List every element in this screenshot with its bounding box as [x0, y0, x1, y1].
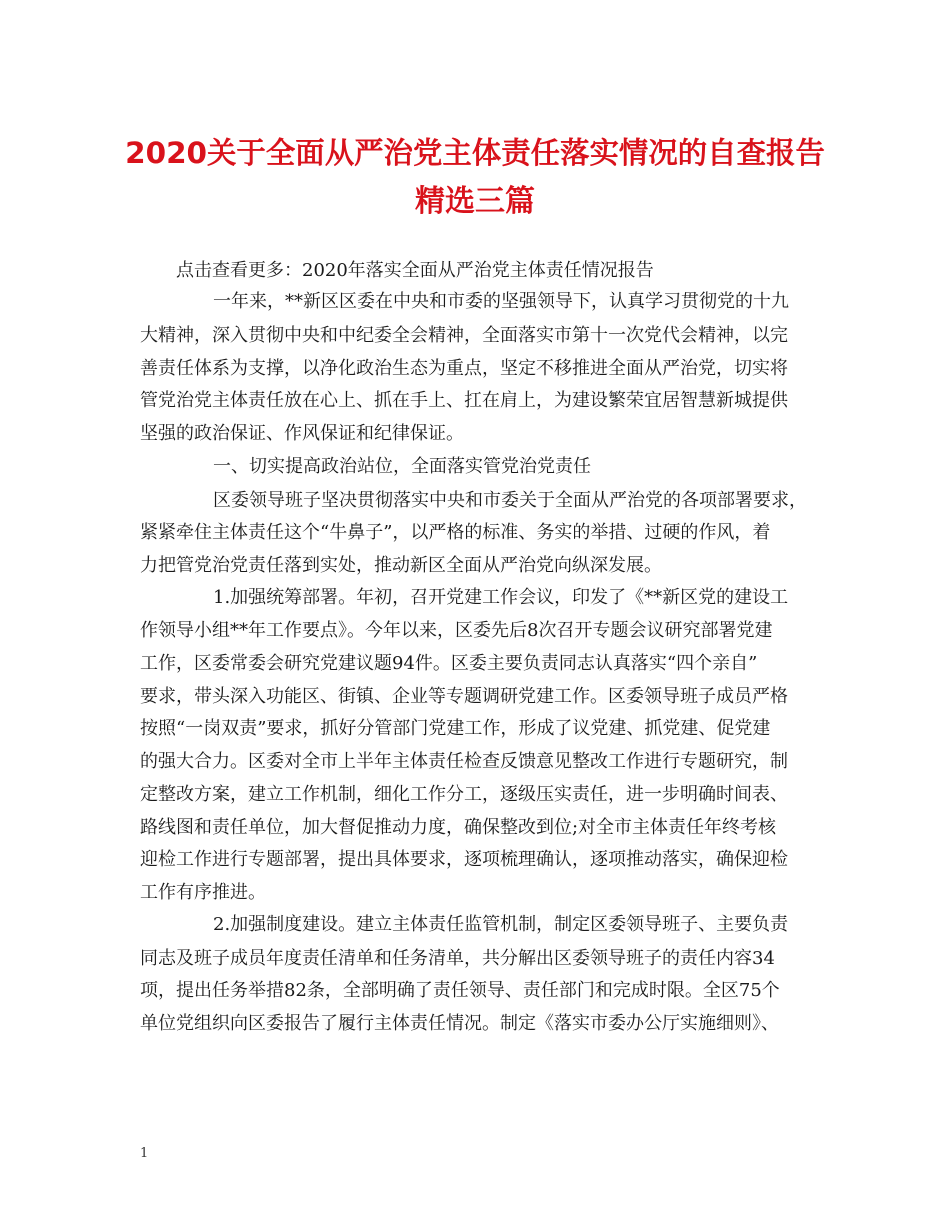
paragraph-line: 迎检工作进行专题部署，提出具体要求，逐项梳理确认，逐项推动落实，确保迎检 — [140, 849, 788, 870]
document-title-line-2: 精选三篇 — [415, 184, 535, 219]
paragraph-line: 单位党组织向区委报告了履行主体责任情况。制定《落实市委办公厅实施细则》、 — [140, 1013, 779, 1034]
paragraph-line: 紧紧牵住主体责任这个“牛鼻子”，以严格的标准、务实的举措、过硬的作风，着 — [140, 522, 771, 543]
paragraph-line: 区委领导班子坚决贯彻落实中央和市委关于全面从严治党的各项部署要求， — [213, 490, 807, 511]
paragraph-line: 善责任体系为支撑，以净化政治生态为重点，坚定不移推进全面从严治党，切实将 — [140, 358, 788, 379]
paragraph-line: 同志及班子成员年度责任清单和任务清单，共分解出区委领导班子的责任内容34 — [140, 948, 775, 969]
document-title-line-1: 2020关于全面从严治党主体责任落实情况的自查报告 — [125, 136, 825, 170]
paragraph-line: 路线图和责任单位，加大督促推动力度，确保整改到位;对全市主体责任年终考核 — [140, 817, 777, 838]
paragraph-line: 一、切实提高政治站位，全面落实管党治党责任 — [213, 456, 591, 477]
paragraph-line: 点击查看更多：2020年落实全面从严治党主体责任情况报告 — [176, 260, 654, 281]
paragraph-line: 作领导小组**年工作要点》。今年以来，区委先后8次召开专题会议研究部署党建 — [140, 620, 773, 641]
paragraph-line: 工作有序推进。 — [140, 882, 266, 903]
paragraph-line: 一年来，**新区区委在中央和市委的坚强领导下，认真学习贯彻党的十九 — [213, 291, 789, 312]
paragraph-line: 工作，区委常委会研究党建议题94件。区委主要负责同志认真落实“四个亲自” — [140, 653, 758, 674]
page-number: 1 — [140, 1146, 149, 1161]
paragraph-line: 1.加强统筹部署。年初，召开党建工作会议，印发了《**新区党的建设工 — [213, 587, 789, 608]
paragraph-line: 2.加强制度建设。建立主体责任监管机制，制定区委领导班子、主要负责 — [213, 914, 789, 935]
paragraph-line: 要求，带头深入功能区、街镇、企业等专题调研党建工作。区委领导班子成员严格 — [140, 686, 788, 707]
paragraph-line: 坚强的政治保证、作风保证和纪律保证。 — [140, 423, 464, 444]
paragraph-line: 力把管党治党责任落到实处，推动新区全面从严治党向纵深发展。 — [140, 555, 662, 576]
paragraph-line: 按照“一岗双责”要求，抓好分管部门党建工作，形成了议党建、抓党建、促党建 — [140, 718, 771, 739]
paragraph-line: 大精神，深入贯彻中央和中纪委全会精神，全面落实市第十一次党代会精神，以完 — [140, 325, 788, 346]
paragraph-line: 项，提出任务举措82条，全部明确了责任领导、责任部门和完成时限。全区75个 — [140, 980, 780, 1001]
paragraph-line: 管党治党主体责任放在心上、抓在手上、扛在肩上，为建设繁荣宜居智慧新城提供 — [140, 390, 788, 411]
paragraph-line: 定整改方案，建立工作机制，细化工作分工，逐级压实责任，进一步明确时间表、 — [140, 784, 788, 805]
paragraph-line: 的强大合力。区委对全市上半年主体责任检查反馈意见整改工作进行专题研究，制 — [140, 751, 788, 772]
